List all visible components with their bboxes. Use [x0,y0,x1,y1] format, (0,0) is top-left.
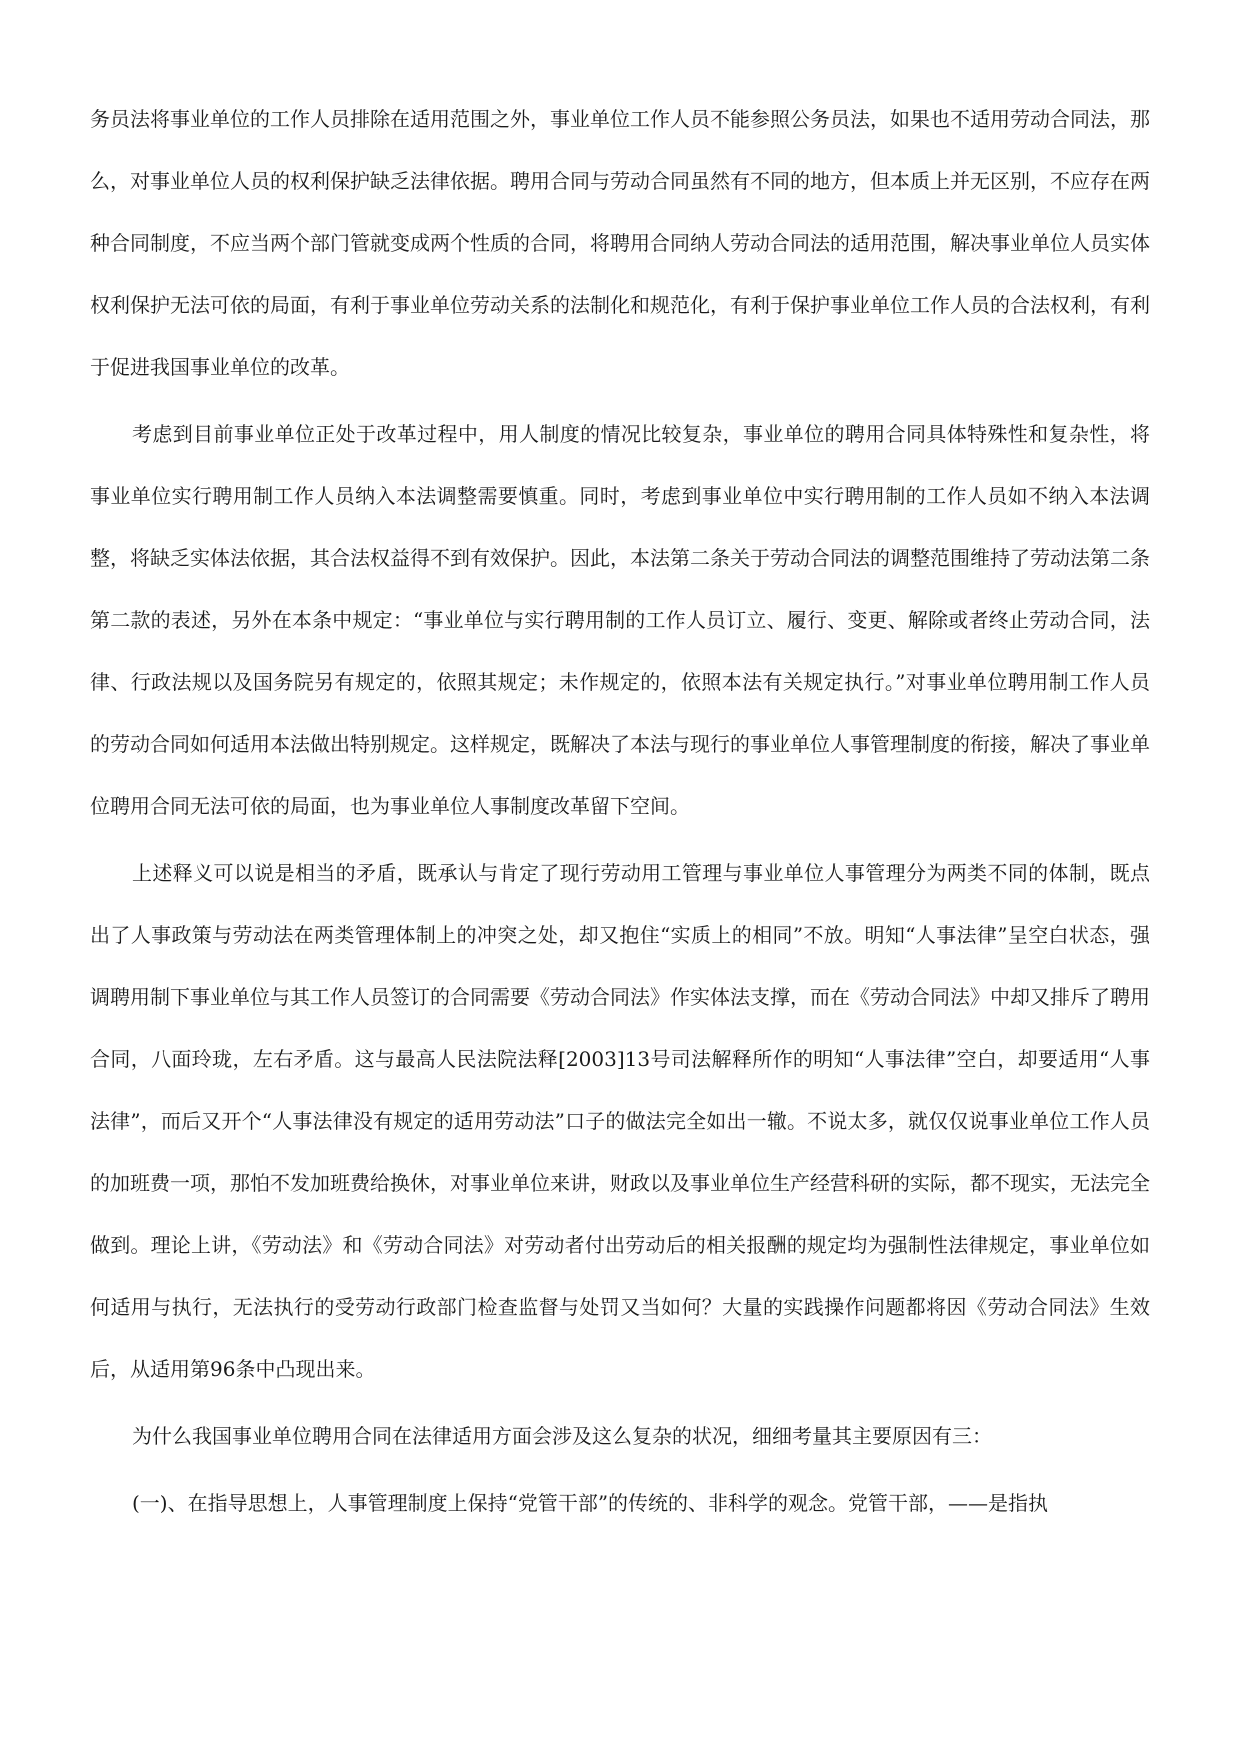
document-page [90,88,1150,1539]
paragraph-3: 上述释义可以说是相当的矛盾，既承认与肯定了现行劳动用工管理与事业单位人事管理分为两类不同的体制，既点出了人事政策与劳动法在两类管理体制上的冲突之处，却又抱住“实质上的相同”不放。明知“人事法律”呈空白状态，强调聘用制下事业单位与其工作人员签订的合同需要《劳动合同法》作实体法支撑，而在《劳动合同法》中却又排斥了聘用合同，八面玲珑，左右矛盾。这与最高人民法院法释[2003]13号司法解释所作的明知“人事法律”空白，却要适用“人事法律”，而后又开个“人事法律没有规定的适用劳动法”口子的做法完全如出一辙。不说太多，就仅仅说事业单位工作人员的加班费一项，那怕不发加班费给换休，对事业单位来讲，财政以及事业单位生产经营科研的实际，都不现实，无法完全做到。理论上讲，《劳动法》和《劳动合同法》对劳动者付出劳动后的相关报酬的规定均为强制性法律规定，事业单位如何适用与执行，无法执行的受劳动行政部门检查监督与处罚又当如何？大量的实践操作问题都将因《劳动合同法》生效后，从适用第96条中凸现出来。 [90,861,1150,1381]
paragraph-5: (一)、在指导思想上，人事管理制度上保持“党管干部”的传统的、非科学的观念。党管干部，——是指执 [132,1491,1049,1515]
paragraph-1: 务员法将事业单位的工作人员排除在适用范围之外，事业单位工作人员不能参照公务员法，如果也不适用劳动合同法，那么，对事业单位人员的权利保护缺乏法律依据。聘用合同与劳动合同虽然有不同的地方，但本质上并无区别，不应存在两种合同制度，不应当两个部门管就变成两个性质的合同，将聘用合同纳人劳动合同法的适用范围，解决事业单位人员实体权利保护无法可依的局面，有利于事业单位劳动关系的法制化和规范化，有利于保护事业单位工作人员的合法权利，有利于促进我国事业单位的改革。 [90,107,1150,379]
paragraph-2: 考虑到目前事业单位正处于改革过程中，用人制度的情况比较复杂，事业单位的聘用合同具体特殊性和复杂性，将事业单位实行聘用制工作人员纳入本法调整需要慎重。同时，考虑到事业单位中实行聘用制的工作人员如不纳入本法调整，将缺乏实体法依据，其合法权益得不到有效保护。因此，本法第二条关于劳动合同法的调整范围维持了劳动法第二条第二款的表述，另外在本条中规定：“事业单位与实行聘用制的工作人员订立、履行、变更、解除或者终止劳动合同，法律、行政法规以及国务院另有规定的，依照其规定；未作规定的，依照本法有关规定执行。”对事业单位聘用制工作人员的劳动合同如何适用本法做出特别规定。这样规定，既解决了本法与现行的事业单位人事管理制度的衔接，解决了事业单位聘用合同无法可依的局面，也为事业单位人事制度改革留下空间。 [90,422,1150,818]
paragraph-4: 为什么我国事业单位聘用合同在法律适用方面会涉及这么复杂的状况，细细考量其主要原因有三： [132,1424,992,1448]
